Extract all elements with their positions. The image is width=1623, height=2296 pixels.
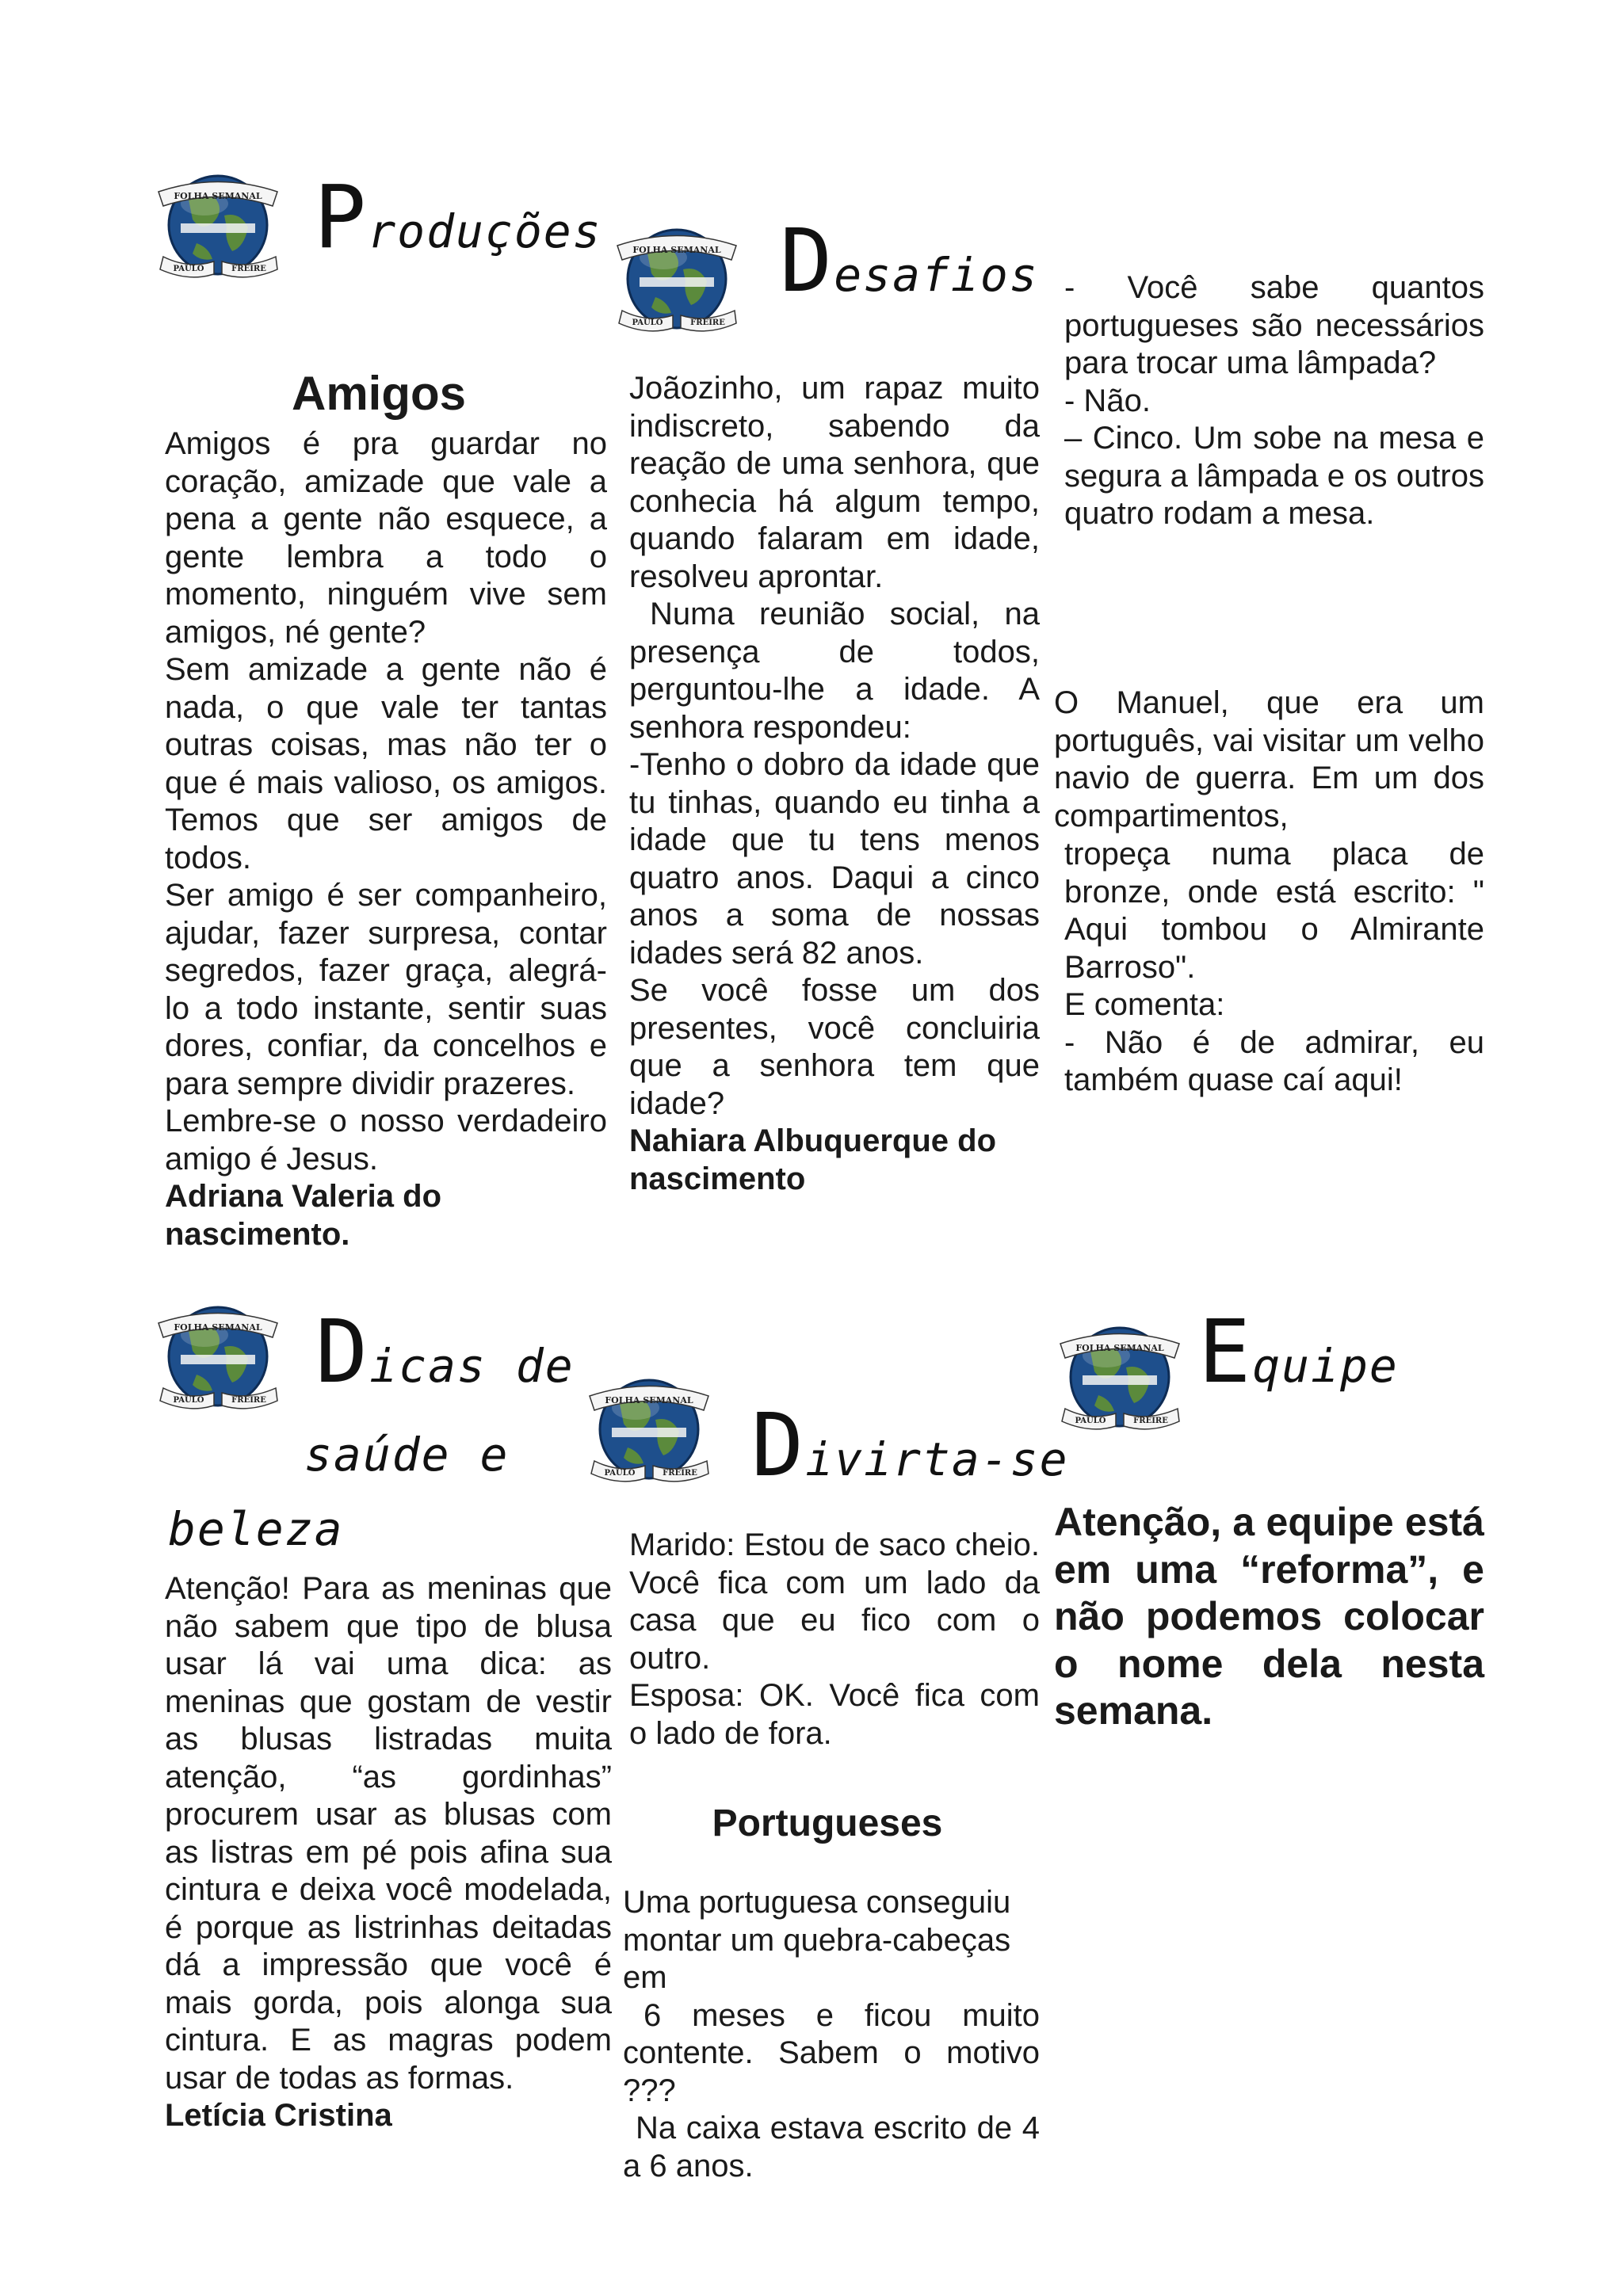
heading-rest: roduções [368, 204, 602, 258]
heading-cap: D [780, 210, 834, 311]
joke-line: - Não é de admirar, eu também quase caí aqui! [1064, 1024, 1484, 1097]
heading-cap: D [315, 1301, 370, 1402]
desafios-column [629, 370, 1040, 1198]
author-name: Adriana Valeria do nascimento. [165, 1179, 442, 1252]
paragraph: Ser amigo é ser companheiro, ajudar, fazer surpresa, contar segredos, fazer graça, alegrá-lo a todo instante, sentir suas dores, confiar, da concelhos e para sempre dividir prazeres. [165, 878, 607, 1101]
section-heading-dicas-line3: beleza [168, 1502, 344, 1556]
heading-rest: quipe [1252, 1339, 1399, 1393]
author-name: Nahiara Albuquerque do nascimento [629, 1123, 997, 1196]
logo-bottom-left: PAULO [173, 265, 204, 273]
logo-bottom-left: PAULO [173, 1396, 204, 1405]
logo-top-text: FOLHA SEMANAL [632, 245, 721, 255]
joke-line: E comenta: [1064, 987, 1225, 1022]
heading-rest: icas de [369, 1339, 575, 1393]
producoes-column [165, 425, 607, 1253]
paragraph: Joãozinho, um rapaz muito indiscreto, sabendo da reação de uma senhora, que conhecia há algum tempo, quando falaram em idade, resolveu aprontar. [629, 371, 1040, 594]
logo-bottom-left: PAULO [1075, 1417, 1106, 1425]
paragraph: Atenção! Para as meninas que não sabem que tipo de blusa usar lá vai uma dica: as meninas que gostam de vestir as blusas listradas muita atenção, “as gordinhas” procurem usar as blusas com as listras em pé pois afina sua cintura e deixa você modelada, é porque as listrinhas deitadas dá a impressão que você é mais gorda, pois alonga sua cintura. E as magras podem usar de todas as formas. [165, 1571, 612, 2096]
divirta-column [629, 1527, 1040, 1753]
section-heading-divirta [751, 1394, 1069, 1496]
jokes-column-middle [1054, 685, 1484, 835]
logo-bottom-right: FREIRE [1133, 1417, 1168, 1425]
paragraph: Numa reunião social, na presença de todos, perguntou-lhe a idade. A senhora respondeu: [629, 597, 1040, 745]
paragraph: Na caixa estava escrito de 4 a 6 anos. [623, 2111, 1040, 2183]
jokes-column-bottom [1064, 836, 1484, 1100]
paragraph: Se você fosse um dos presentes, você concluiria que a senhora tem que idade? [629, 973, 1040, 1121]
portugueses-column [623, 1884, 1040, 2185]
folha-semanal-logo [157, 168, 279, 290]
heading-rest: ivirta-se [805, 1432, 1069, 1486]
section-heading-equipe [1198, 1301, 1399, 1402]
dicas-column [165, 1570, 612, 2135]
heading-cap: D [751, 1394, 806, 1496]
paragraph: Esposa: OK. Você fica com o lado de fora. [629, 1678, 1040, 1751]
logo-top-text: FOLHA SEMANAL [174, 1322, 262, 1333]
folha-semanal-logo [1059, 1320, 1181, 1442]
joke-line: O Manuel, que era um português, vai visitar um velho navio de guerra. Em um dos compartimentos, [1054, 685, 1484, 833]
paragraph: Lembre-se o nosso verdadeiro amigo é Jesus. [165, 1104, 607, 1177]
folha-semanal-logo [588, 1372, 710, 1494]
logo-top-text: FOLHA SEMANAL [174, 191, 262, 201]
paragraph: Amigos é pra guardar no coração, amizade que vale a pena a gente não esquece, a gente lembra a todo o momento, ninguém vive sem amigos, né gente? [165, 426, 607, 650]
paragraph: 6 meses e ficou muito contente. Sabem o motivo ??? [623, 1997, 1040, 2108]
section-heading-producoes [314, 166, 602, 268]
heading-cap: E [1198, 1301, 1253, 1402]
logo-bottom-left: PAULO [632, 318, 663, 327]
paragraph: -Tenho o dobro da idade que tu tinhas, quando eu tinha a idade que tu tens menos quatro anos. Daqui a cinco anos a soma de nossas idades será 82 anos. [629, 747, 1040, 971]
jokes-column-top [1064, 269, 1484, 533]
heading-rest: esafios [834, 248, 1039, 302]
section-heading-dicas-line2: saúde e [304, 1428, 510, 1482]
joke-line: - Você sabe quantos portugueses são necessários para trocar uma lâmpada? [1064, 270, 1484, 380]
article-title-amigos: Amigos [291, 367, 467, 420]
author-name: Letícia Cristina [165, 2098, 392, 2133]
logo-bottom-right: FREIRE [663, 1469, 697, 1478]
section-heading-dicas [315, 1301, 575, 1402]
paragraph: Marido: Estou de saco cheio. Você fica com um lado da casa que eu fico com o outro. [629, 1527, 1040, 1676]
heading-cap: P [314, 166, 369, 268]
paragraph: Uma portuguesa conseguiu montar um quebra-cabeças em [623, 1885, 1011, 1995]
section-heading-desafios [780, 210, 1039, 311]
joke-line: – Cinco. Um sobe na mesa e segura a lâmpada e os outros quatro rodam a mesa. [1064, 421, 1484, 531]
equipe-notice: Atenção, a equipe está em uma “reforma”, e não podemos colocar o nome dela nesta semana. [1054, 1500, 1484, 1733]
logo-bottom-left: PAULO [604, 1469, 636, 1478]
logo-bottom-right: FREIRE [231, 265, 266, 273]
logo-bottom-right: FREIRE [690, 318, 725, 327]
joke-line: - Não. [1064, 383, 1151, 418]
logo-top-text: FOLHA SEMANAL [1075, 1343, 1164, 1353]
paragraph: Sem amizade a gente não é nada, o que vale ter tantas outras coisas, mas não ter o que é mais valioso, os amigos. Temos que ser amigos de todos. [165, 652, 607, 875]
subtitle-portugueses: Portugueses [712, 1802, 943, 1844]
logo-top-text: FOLHA SEMANAL [605, 1395, 693, 1405]
joke-line: tropeça numa placa de bronze, onde está escrito: " Aqui tombou o Almirante Barroso". [1064, 837, 1484, 985]
folha-semanal-logo [157, 1299, 279, 1421]
folha-semanal-logo [616, 222, 738, 344]
logo-bottom-right: FREIRE [231, 1396, 266, 1405]
